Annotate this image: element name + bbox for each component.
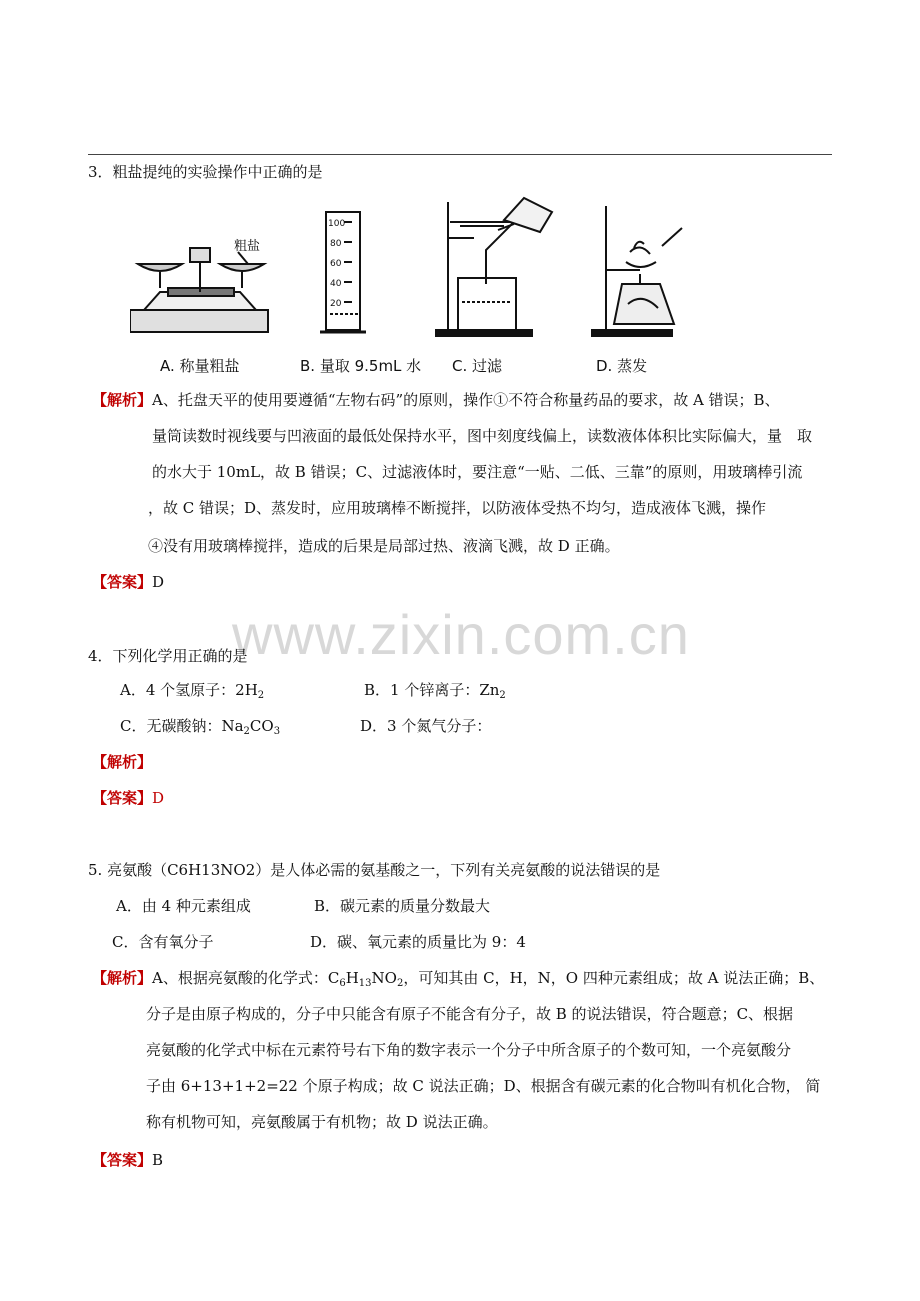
q5-analysis-line-4: 子由 6+13+1+2=22 个原子构成；故 C 说法正确；D、根据含有碳元素的化合物叫有机化合物， 简 xyxy=(146,1077,821,1095)
filtration-illustration xyxy=(436,198,552,336)
q5-analysis-line-3: 亮氨酸的化学式中标在元素符号右下角的数字表示一个分子中所含原子的个数可知，一个亮氨酸分 xyxy=(146,1041,792,1059)
q3-apparatus-figure xyxy=(130,192,690,352)
q3-analysis-line-1: A、托盘天平的使用要遵循“左物右码”的原则，操作①不符合称量药品的要求，故 A 错误；B、 xyxy=(152,391,780,409)
q5-analysis-line-5: 称有机物可知，亮氨酸属于有机物；故 D 说法正确。 xyxy=(146,1113,498,1131)
q4-answer-tag: 【答案】 xyxy=(92,789,153,807)
q4-option-a: A．4 个氢原子：$2H_2$ xyxy=(120,681,265,701)
header-rule xyxy=(88,154,832,155)
q5-option-c: C．含有氧分子 xyxy=(112,933,214,951)
caption-b: B. 量取 9.5mL 水 xyxy=(300,357,422,375)
evaporation-illustration xyxy=(592,206,682,336)
q5-option-b: B．碳元素的质量分数最大 xyxy=(314,897,491,915)
cylinder-tick-100: 100 xyxy=(328,219,346,229)
q3-analysis-line-5: ④没有用玻璃棒搅拌，造成的后果是局部过热、液滴飞溅，故 D 正确。 xyxy=(148,537,620,555)
q4-answer: D xyxy=(152,789,165,807)
q4-option-d: D．3 个氮气分子： xyxy=(360,717,492,735)
cylinder-tick-20: 20 xyxy=(330,299,342,309)
caption-a: A. 称量粗盐 xyxy=(160,357,240,375)
q4-option-b: B．1 个锌离子：$Zn_2$ xyxy=(364,681,506,701)
q5-analysis-line-1: A、根据亮氨酸的化学式：$C_6H_{13}NO_2$，可知其由 C，H，N，O 四种元素组成；故 A 说法正确；B、 xyxy=(152,969,825,989)
cylinder-tick-60: 60 xyxy=(330,259,342,269)
q3-answer: D xyxy=(152,573,165,591)
q4-analysis-tag: 【解析】 xyxy=(92,753,153,771)
q3-analysis-line-3: 的水大于 10mL，故 B 错误；C、过滤液体时，要注意“一贴、二低、三靠”的原则，用玻璃棒引流 xyxy=(152,463,803,481)
q3-title: 3．粗盐提纯的实验操作中正确的是 xyxy=(88,163,323,181)
q5-analysis-line-2: 分子是由原子构成的，分子中只能含有原子不能含有分子，故 B 的说法错误，符合题意；C、根据 xyxy=(146,1005,794,1023)
caption-d: D. 蒸发 xyxy=(596,357,648,375)
q3-analysis-line-2: 量筒读数时视线要与凹液面的最低处保持水平，图中刻度线偏上，读数液体体积比实际偏大，量 取 xyxy=(152,427,813,445)
q4-title: 4．下列化学用正确的是 xyxy=(88,647,248,665)
cylinder-tick-40: 40 xyxy=(330,279,342,289)
salt-label: 粗盐 xyxy=(234,239,261,254)
cylinder-tick-80: 80 xyxy=(330,239,342,249)
watermark: www.zixin.com.cn xyxy=(232,603,690,666)
q3-answer-tag: 【答案】 xyxy=(92,573,153,591)
q5-title: 5. 亮氨酸（C6H13NO2）是人体必需的氨基酸之一，下列有关亮氨酸的说法错误的是 xyxy=(88,861,661,879)
q5-analysis-tag: 【解析】 xyxy=(92,969,153,987)
q5-option-a: A．由 4 种元素组成 xyxy=(116,897,251,915)
caption-c: C. 过滤 xyxy=(452,357,503,375)
q5-answer: B xyxy=(152,1151,164,1169)
balance-illustration xyxy=(130,248,268,332)
q3-analysis-line-4: ，故 C 错误；D、蒸发时，应用玻璃棒不断搅拌，以防液体受热不均匀，造成液体飞溅，操作 xyxy=(148,499,767,517)
q3-analysis-tag: 【解析】 xyxy=(92,391,153,409)
q4-option-c: C．无碳酸钠：$Na_2CO_3$ xyxy=(120,717,281,737)
graduated-cylinder-illustration xyxy=(320,212,366,332)
q5-answer-tag: 【答案】 xyxy=(92,1151,153,1169)
q5-option-d: D．碳、氧元素的质量比为 9：4 xyxy=(310,933,526,951)
